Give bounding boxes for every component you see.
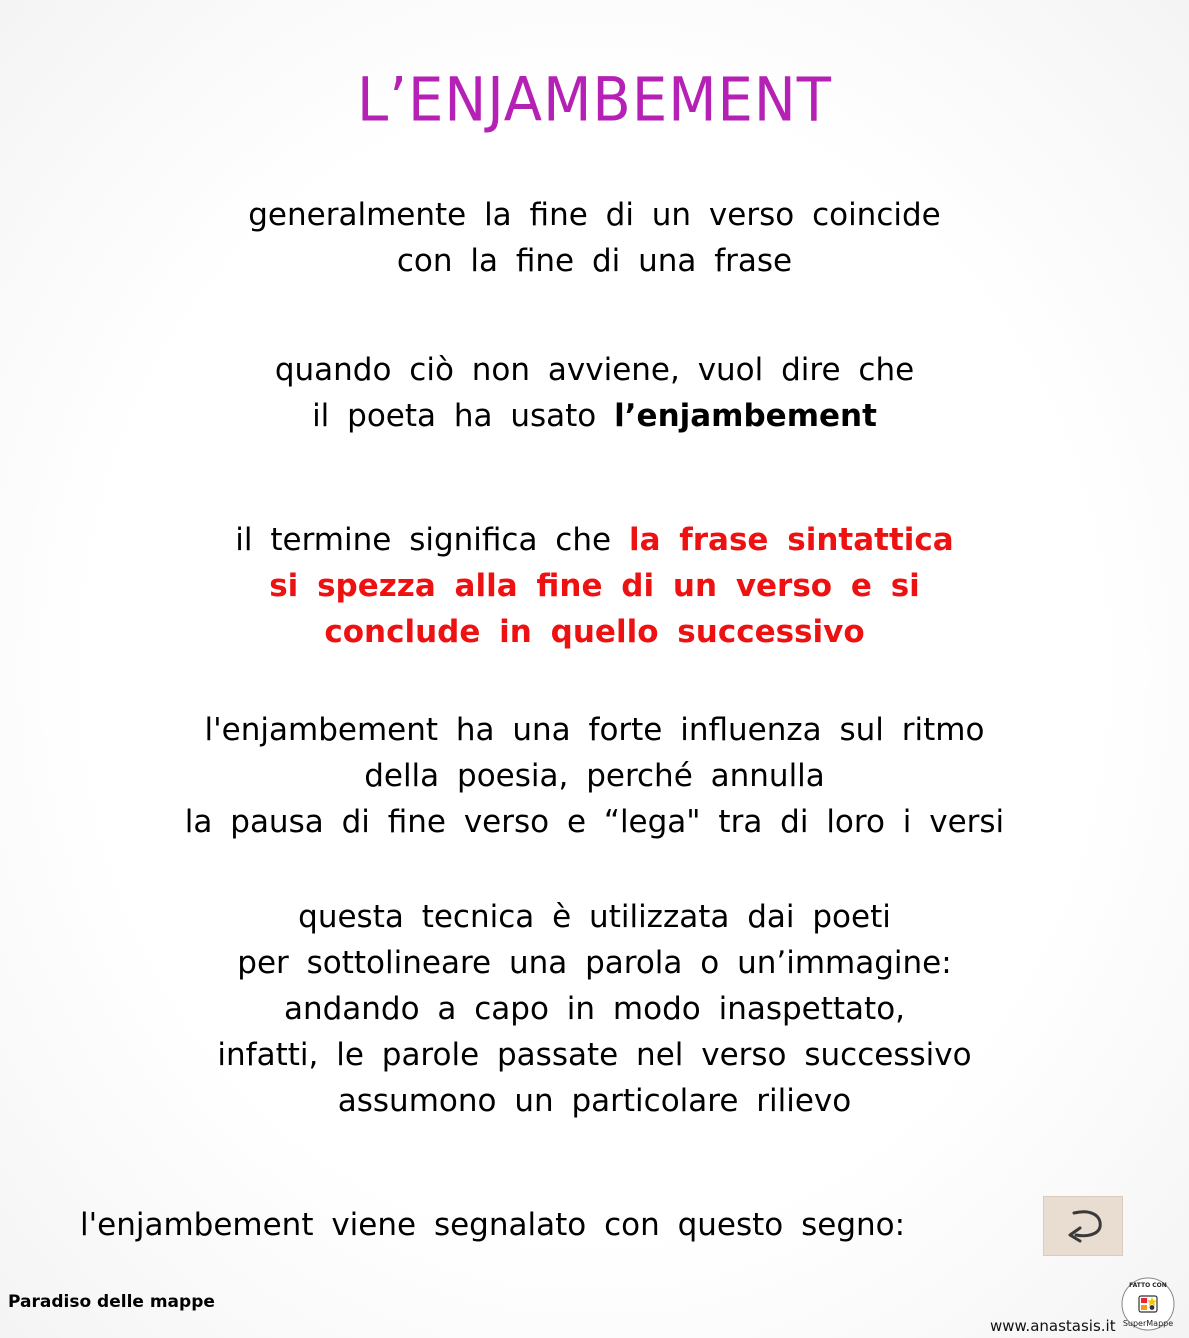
footer-url[interactable]: www.anastasis.it <box>990 1317 1116 1335</box>
page-title: L’ENJAMBEMENT <box>356 65 833 136</box>
svg-text:FATTO CON: FATTO CON <box>1129 1282 1167 1289</box>
paragraph-when <box>0 347 1189 439</box>
text-line: l'enjambement ha una forte influenza sul ritmo <box>204 712 985 748</box>
paragraph-meaning <box>0 517 1189 655</box>
text-line <box>0 393 1189 439</box>
return-arrow-icon <box>1043 1196 1123 1256</box>
text-line: quando ciò non avviene, vuol dire che <box>274 352 915 388</box>
supermappe-logo <box>1120 1276 1176 1332</box>
text-line: della poesia, perché annulla <box>364 758 825 794</box>
keyword-enjambement: l’enjambement <box>614 398 877 434</box>
paragraph-definition <box>0 192 1189 284</box>
highlight-line: si spezza alla fine di un verso e si <box>269 568 920 604</box>
text-line: con la fine di una frase <box>396 243 793 279</box>
paragraph-rhythm <box>0 707 1189 845</box>
text-line: la pausa di fine verso e “lega" tra di loro i versi <box>184 804 1005 840</box>
text-line: infatti, le parole passate nel verso successivo <box>217 1037 972 1073</box>
text-line: per sottolineare una parola o un’immagine: <box>237 945 952 981</box>
text-line <box>0 517 1189 563</box>
sign-caption: l'enjambement viene segnalato con questo segno: <box>80 1207 906 1243</box>
text-line: questa tecnica è utilizzata dai poeti <box>298 899 891 935</box>
text-line: assumono un particolare rilievo <box>337 1083 852 1119</box>
text-line: andando a capo in modo inaspettato, <box>283 991 906 1027</box>
paragraph-technique <box>0 894 1189 1124</box>
highlight-text: la frase sintattica <box>628 522 954 558</box>
text-line: generalmente la fine di un verso coincide <box>248 197 941 233</box>
footer-brand: Paradiso delle mappe <box>8 1292 215 1312</box>
text-segment: il termine significa che <box>235 522 629 558</box>
svg-text:SuperMappe: SuperMappe <box>1122 1319 1174 1328</box>
highlight-line: conclude in quello successivo <box>324 614 865 650</box>
text-segment: il poeta ha usato <box>312 398 615 434</box>
